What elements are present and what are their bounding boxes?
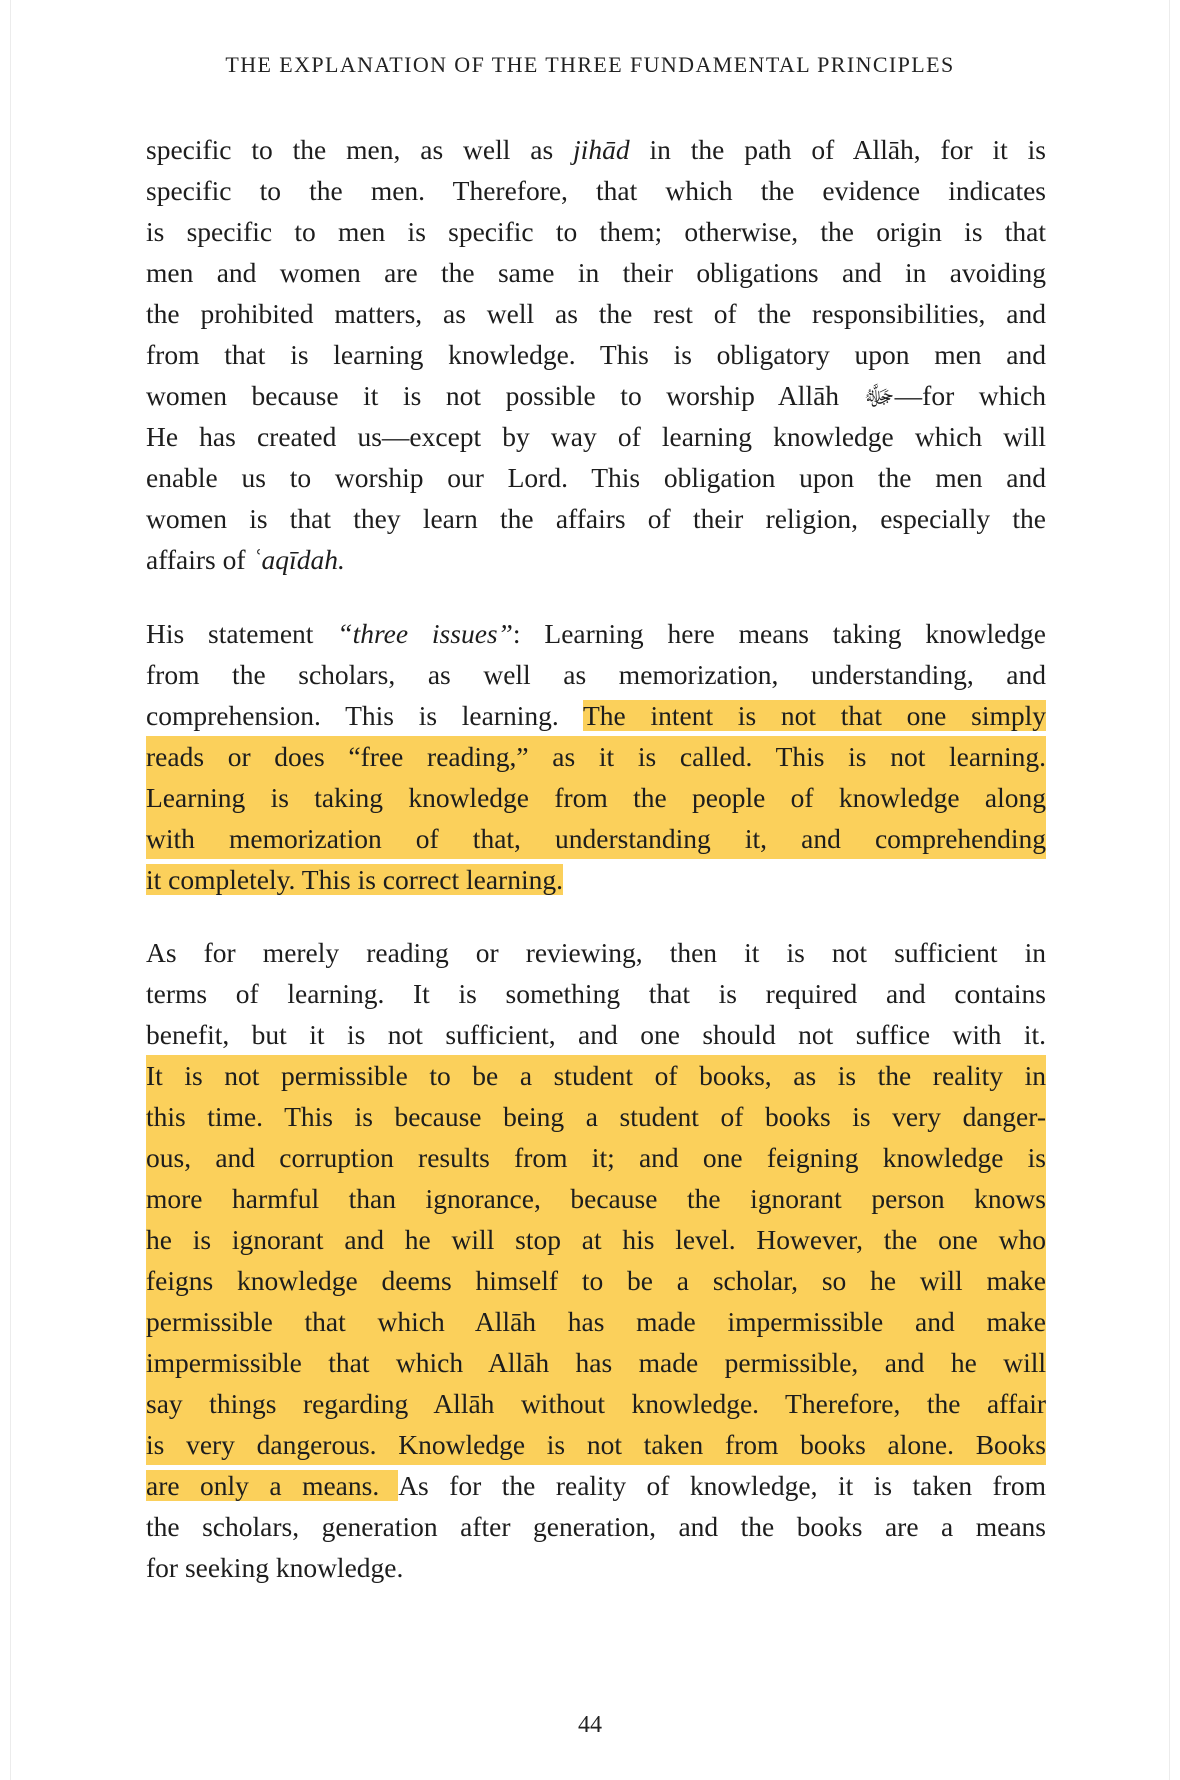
paragraph-2 [146,613,1046,900]
text-line: benefit, but it is not sufficient, and one should not suffice with it. [146,1019,1046,1050]
text-line [146,859,1046,900]
text-line: the prohibited matters, as well as the rest of the responsibilities, and [146,298,1046,329]
text-line: He has created us—except by way of learning knowledge which will [146,421,1046,452]
text-line: As for merely reading or reviewing, then it is not sufficient in [146,937,1046,968]
text-line: comprehension. This is learning. The intent is not that one simply [146,700,1046,731]
highlighted-text: The intent is not that one simply [582,700,1046,731]
highlighted-line: he is ignorant and he will stop at his level. However, the one who [146,1219,1046,1260]
highlighted-line: feigns knowledge deems himself to be a scholar, so he will make [146,1260,1046,1301]
italic-term: ʿaqīdah. [252,544,345,575]
highlighted-text: it completely. This is correct learning. [146,864,563,895]
page-number: 44 [578,1712,602,1738]
text-line: for seeking knowledge. [146,1552,404,1583]
italic-term: jihād [573,134,630,165]
highlighted-line: more harmful than ignorance, because the ignorant person knows [146,1178,1046,1219]
text-line: enable us to worship our Lord. This obligation upon the men and [146,462,1046,493]
text-line: the scholars, generation after generation, and the books are a means [146,1511,1046,1542]
highlighted-line: It is not permissible to be a student of books, as is the reality in [146,1055,1046,1096]
paragraph-1 [146,129,1046,580]
text-line: women because it is not possible to worship Allāh ﷻ—for which [146,380,1046,411]
highlighted-line: ous, and corruption results from it; and one feigning knowledge is [146,1137,1046,1178]
highlighted-line: impermissible that which Allāh has made permissible, and he will [146,1342,1046,1383]
paragraph-3 [146,932,1046,1588]
text-line: from that is learning knowledge. This is obligatory upon men and [146,339,1046,370]
text-line: affairs of ʿaqīdah. [146,544,345,575]
highlighted-line: with memorization of that, understanding it, and comprehending [146,818,1046,859]
highlighted-line: permissible that which Allāh has made impermissible and make [146,1301,1046,1342]
italic-quote: “three issues” [337,618,513,649]
text-line: specific to the men. Therefore, that which the evidence indicates [146,175,1046,206]
text-line: specific to the men, as well as jihād in the path of Allāh, for it is [146,134,1046,165]
text-line: are only a means. As for the reality of knowledge, it is taken from [146,1470,1046,1501]
highlighted-text: are only a means. [146,1470,399,1501]
highlighted-line: reads or does “free reading,” as it is called. This is not learning. [146,736,1046,777]
text-line: His statement “three issues”: Learning here means taking knowledge [146,618,1046,649]
text-line: men and women are the same in their obligations and in avoiding [146,257,1046,288]
running-head: THE EXPLANATION OF THE THREE FUNDAMENTAL PRINCIPLES [225,52,955,77]
text-line: is specific to men is specific to them; otherwise, the origin is that [146,216,1046,247]
highlighted-line: Learning is taking knowledge from the people of knowledge along [146,777,1046,818]
highlighted-line: is very dangerous. Knowledge is not taken from books alone. Books [146,1424,1046,1465]
text-line: terms of learning. It is something that is required and contains [146,978,1046,1009]
text-line: women is that they learn the affairs of their religion, especially the [146,503,1046,534]
highlighted-line: say things regarding Allāh without knowledge. Therefore, the affair [146,1383,1046,1424]
text-line: from the scholars, as well as memorization, understanding, and [146,659,1046,690]
highlighted-line: this time. This is because being a student of books is very danger- [146,1096,1046,1137]
book-page [10,0,1170,1780]
